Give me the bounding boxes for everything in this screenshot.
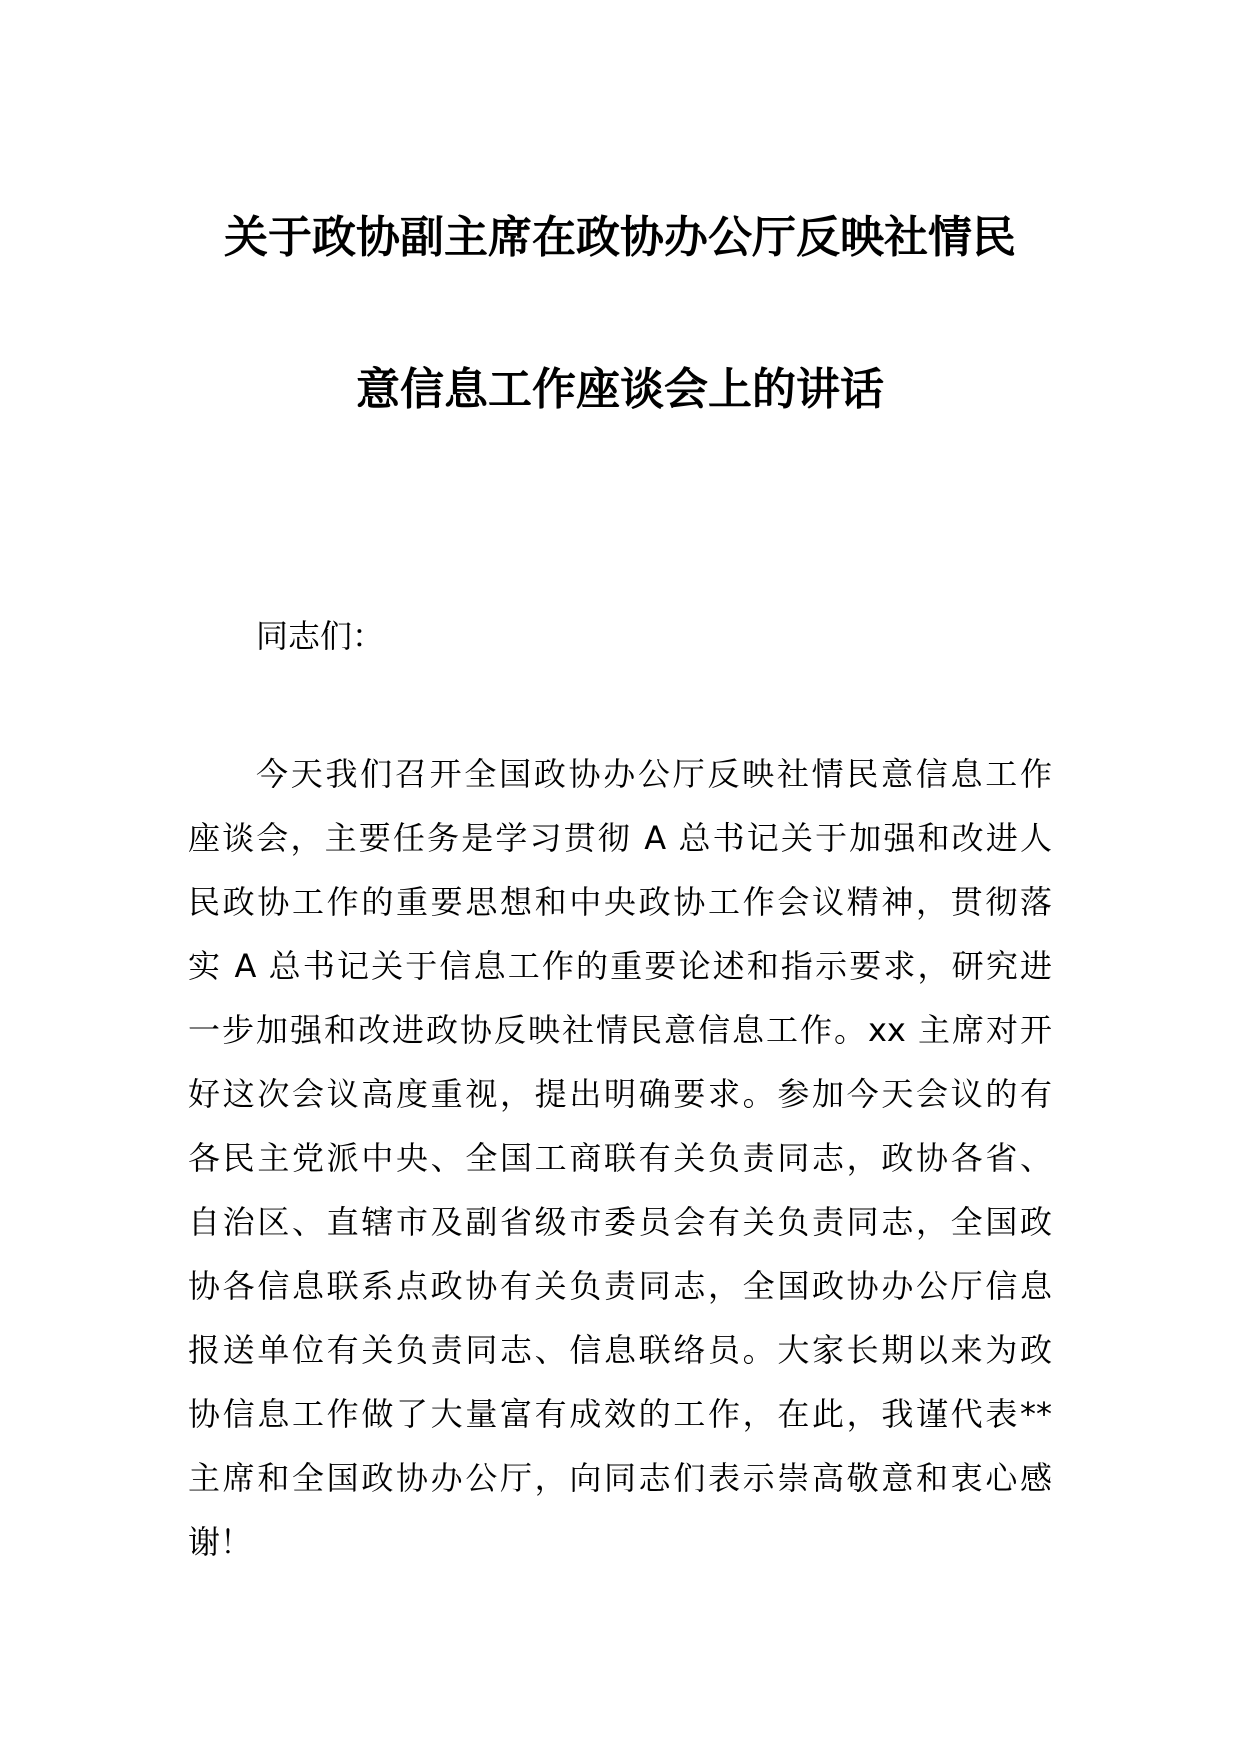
paragraph-line: 协各信息联系点政协有关负责同志，全国政协办公厅信息 xyxy=(188,1267,1052,1305)
paragraph-line: 谢！ xyxy=(188,1523,253,1561)
paragraph-line: 报送单位有关负责同志、信息联络员。大家长期以来为政 xyxy=(188,1331,1052,1369)
document-title-line-1: 关于政协副主席在政协办公厅反映社情民 xyxy=(224,212,1016,263)
paragraph-line: 自治区、直辖市及副省级市委员会有关负责同志，全国政 xyxy=(188,1203,1052,1241)
paragraph-line: 主席和全国政协办公厅，向同志们表示崇高敬意和衷心感 xyxy=(188,1459,1052,1497)
paragraph-line: 民政协工作的重要思想和中央政协工作会议精神，贯彻落 xyxy=(188,883,1052,921)
paragraph-line: 各民主党派中央、全国工商联有关负责同志，政协各省、 xyxy=(188,1139,1052,1177)
paragraph-line: 一步加强和改进政协反映社情民意信息工作。xx 主席对开 xyxy=(188,1011,1052,1049)
paragraph-line: 协信息工作做了大量富有成效的工作，在此，我谨代表** xyxy=(188,1395,1052,1433)
paragraph-line: 今天我们召开全国政协办公厅反映社情民意信息工作 xyxy=(256,755,1052,793)
document-title-line-2: 意信息工作座谈会上的讲话 xyxy=(356,364,884,415)
paragraph-line: 好这次会议高度重视，提出明确要求。参加今天会议的有 xyxy=(188,1075,1052,1113)
paragraph-line: 实 A 总书记关于信息工作的重要论述和指示要求，研究进 xyxy=(188,947,1052,985)
paragraph-line: 座谈会，主要任务是学习贯彻 A 总书记关于加强和改进人 xyxy=(188,819,1052,857)
salutation: 同志们： xyxy=(256,617,385,655)
